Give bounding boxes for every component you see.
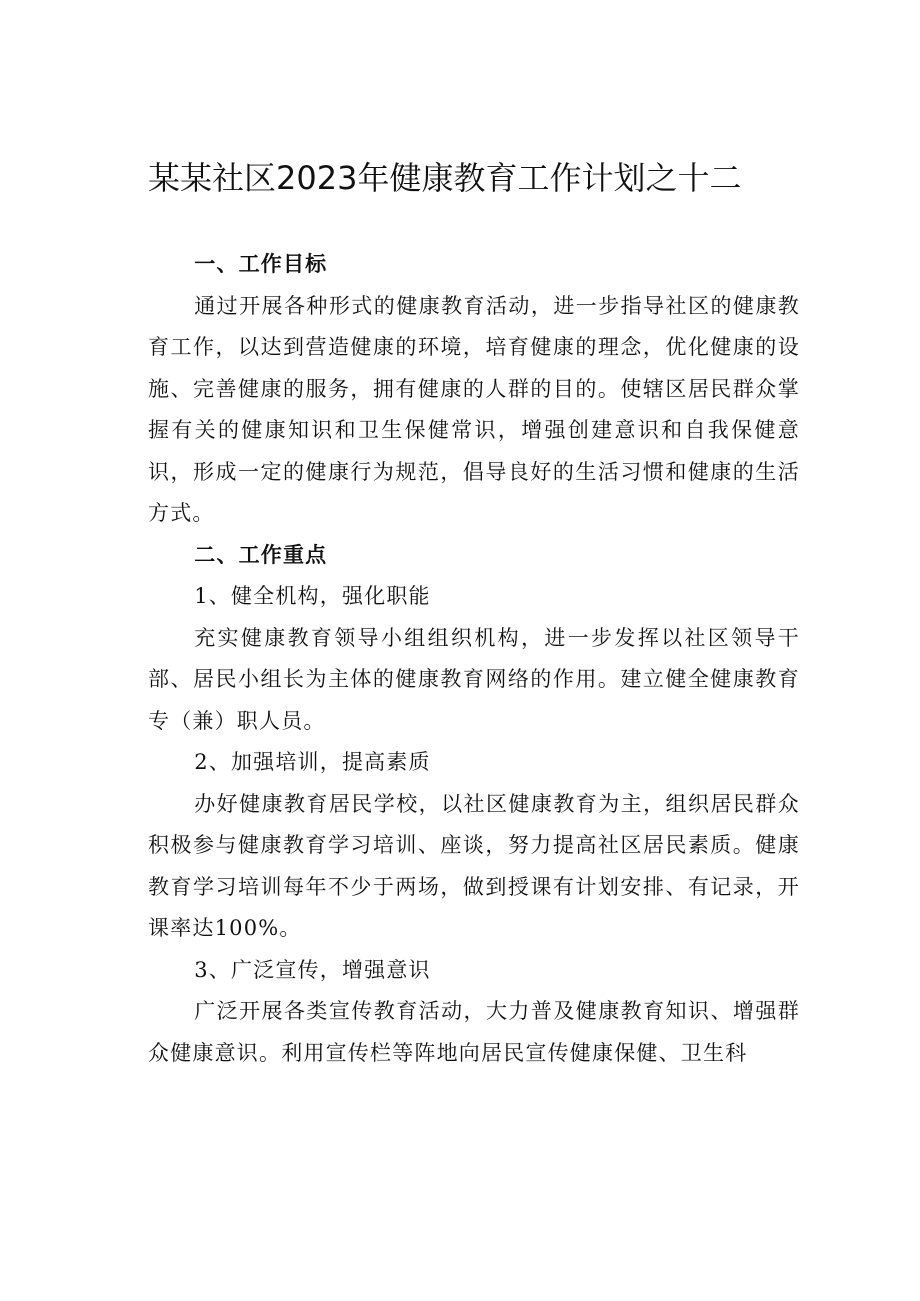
document-body — [148, 244, 800, 1074]
item-heading-publicity: 3、广泛宣传，增强意识 — [194, 957, 431, 982]
paragraph-publicity: 广泛开展各类宣传教育活动，大力普及健康教育知识、增强群众健康意识。利用宣传栏等阵地向居民宣传健康保健、卫生科 — [148, 999, 800, 1065]
section-heading-goals: 一、工作目标 — [194, 252, 328, 276]
section-heading-focus: 二、工作重点 — [194, 542, 328, 567]
paragraph-training: 办好健康教育居民学校，以社区健康教育为主，组织居民群众积极参与健康教育学习培训、座谈，努力提高社区居民素质。健康教育学习培训每年不少于两场，做到授课有计划安排、有记录，开课率达100%。 — [148, 791, 800, 940]
item-heading-organization: 1、健全机构，强化职能 — [194, 584, 431, 608]
document-title: 某某社区2023年健康教育工作计划之十二 — [148, 159, 742, 197]
paragraph-organization: 充实健康教育领导小组组织机构，进一步发挥以社区领导干部、居民小组长为主体的健康教育网络的作用。建立健全健康教育专（兼）职人员。 — [148, 625, 800, 733]
item-heading-training: 2、加强培训，提高素质 — [194, 750, 431, 774]
paragraph-goals: 通过开展各种形式的健康教育活动，进一步指导社区的健康教育工作，以达到营造健康的环境，培育健康的理念，优化健康的设施、完善健康的服务，拥有健康的人群的目的。使辖区居民群众掌握有关的健康知识和卫生保健常识，增强创建意识和自我保健意识，形成一定的健康行为规范，倡导良好的生活习惯和健康的生活方式。 — [148, 293, 800, 525]
